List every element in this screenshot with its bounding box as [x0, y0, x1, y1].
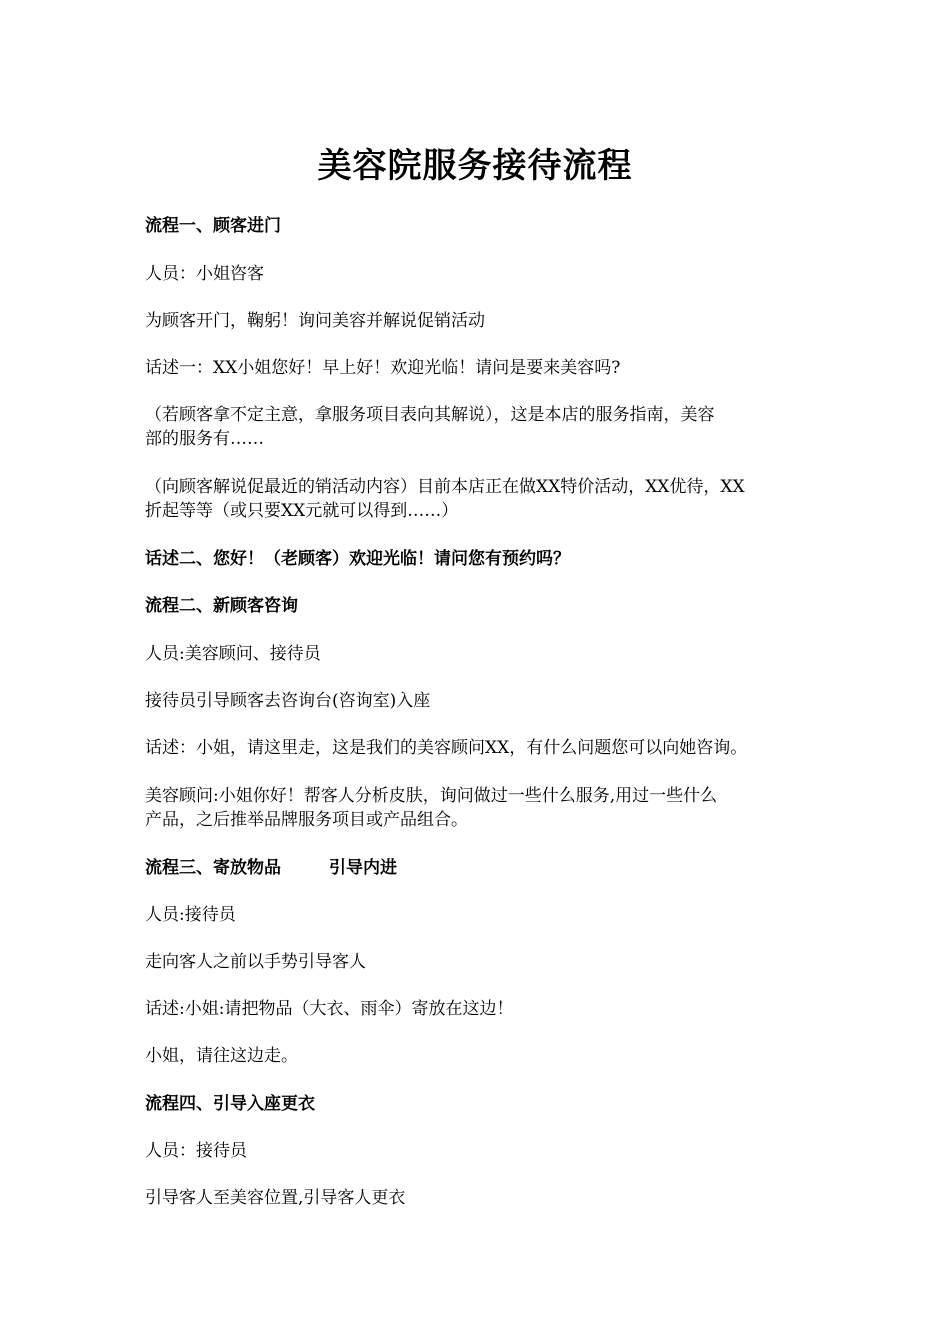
section3-heading [145, 856, 825, 880]
section1-script2: 话述二、您好！（老顾客）欢迎光临！请问您有预约吗？ [145, 549, 570, 569]
section2-consultant-line2: 产品，之后推举品牌服务项目或产品组合。 [145, 810, 468, 830]
section3-staff: 人员:接待员 [145, 905, 236, 925]
section2-script: 话述：小姐，请这里走，这是我们的美容顾问XX，有什么问题您可以向她咨询。 [145, 738, 748, 758]
section3-heading-part2: 引导内进 [329, 858, 397, 878]
section2-consultant-line1: 美容顾问:小姐你好！帮客人分析皮肤，询问做过一些什么服务,用过一些什么 [145, 786, 718, 806]
section1-action: 为顾客开门，鞠躬！询问美容并解说促销活动 [145, 311, 485, 331]
section3-heading-part1: 流程三、寄放物品 [145, 858, 281, 878]
section1-script1: 话述一：XX小姐您好！早上好！欢迎光临！请问是要来美容吗? [145, 358, 621, 378]
section3-script: 话述:小姐:请把物品（大衣、雨伞）寄放在这边！ [145, 999, 514, 1019]
section4-action: 引导客人至美容位置,引导客人更衣 [145, 1188, 406, 1208]
section1-note1-line2: 部的服务有…… [145, 429, 264, 449]
section1-note2-line2: 折起等等（或只要XX元就可以得到……） [145, 501, 459, 521]
section1-note1-line1: （若顾客拿不定主意，拿服务项目表向其解说），这是本店的服务指南，美容 [145, 405, 715, 425]
section2-action: 接待员引导顾客去咨询台(咨询室)入座 [145, 691, 431, 711]
section2-staff: 人员:美容顾问、接待员 [145, 644, 321, 664]
section2-heading: 流程二、新顾客咨询 [145, 596, 298, 616]
section1-staff: 人员：小姐咨客 [145, 264, 264, 284]
section3-action: 走向客人之前以手势引导客人 [145, 952, 366, 972]
document-title: 美容院服务接待流程 [317, 146, 633, 186]
section1-note2-line1: （向顾客解说促最近的销活动内容）目前本店正在做XX特价活动，XX优待，XX [145, 477, 745, 497]
section3-script2: 小姐，请往这边走。 [145, 1046, 298, 1066]
section4-staff: 人员：接待员 [145, 1141, 247, 1161]
section1-heading: 流程一、顾客进门 [145, 216, 281, 236]
section4-heading: 流程四、引导入座更衣 [145, 1094, 315, 1114]
